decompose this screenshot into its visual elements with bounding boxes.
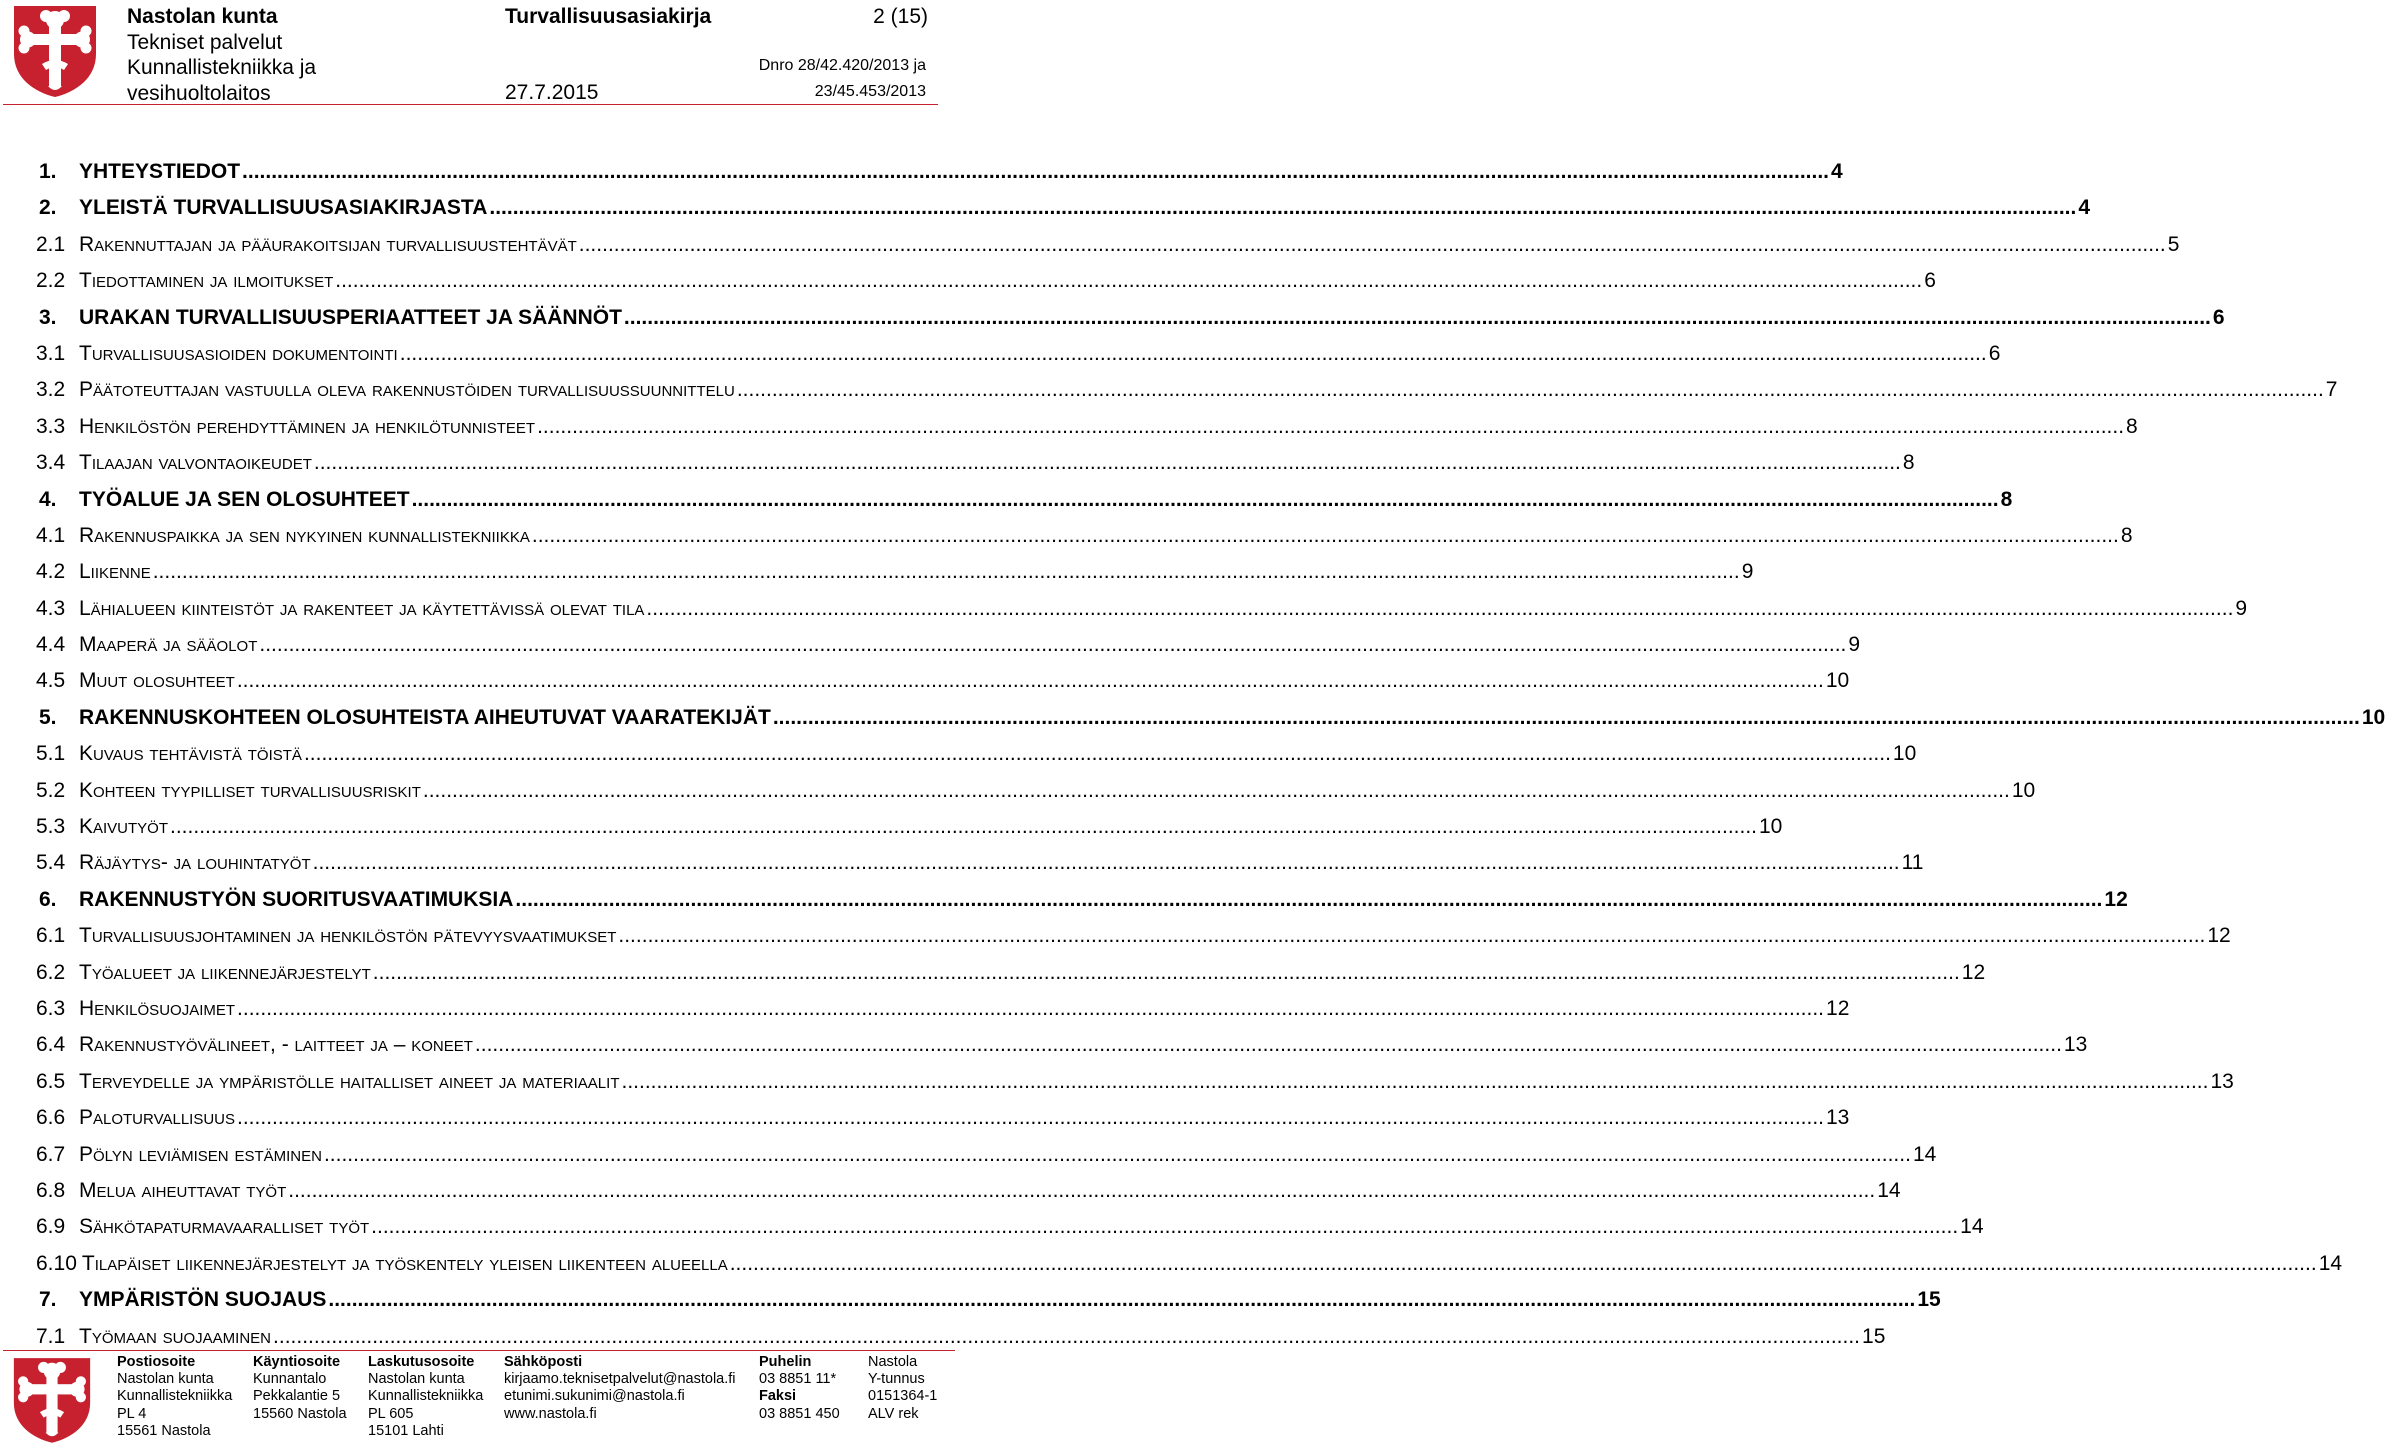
toc-entry[interactable]: [36, 627, 1861, 663]
toc-dot-leader: [324, 1137, 1911, 1173]
toc-dot-leader: [423, 773, 2010, 809]
toc-entry-number: 4.5: [36, 669, 66, 693]
toc-dot-leader: [537, 409, 2124, 445]
toc-entry-title: TYÖALUE JA SEN OLOSUHTEET: [79, 487, 410, 511]
footer-line: PL 4: [117, 1405, 147, 1422]
toc-entry-title: URAKAN TURVALLISUUSPERIAATTEET JA SÄÄNNÖT: [79, 305, 622, 329]
toc-dot-leader: [259, 627, 1846, 663]
toc-entry-number: 6.3: [36, 996, 66, 1020]
toc-entry-number: 6.7: [36, 1142, 66, 1166]
footer-email-link[interactable]: kirjaamo.teknisetpalvelut@nastola.fi: [504, 1371, 736, 1388]
organization-line: vesihuoltolaitos: [127, 81, 271, 105]
toc-entry-page: 8: [1902, 451, 1915, 475]
toc-entry[interactable]: [36, 1064, 2234, 1100]
toc-entry[interactable]: [36, 1100, 1850, 1136]
toc-entry[interactable]: [36, 154, 1843, 190]
footer-heading: Laskutusosoite: [368, 1354, 475, 1370]
toc-entry-number: 2.1: [36, 232, 66, 256]
toc-entry-page: 10: [2361, 705, 2385, 729]
toc-entry[interactable]: [36, 809, 1783, 845]
toc-entry-title: Lähialueen kiinteistöt ja rakenteet ja käytettävissä olevat tila: [79, 596, 645, 620]
footer-line: Nastola: [868, 1354, 918, 1370]
toc-entry-title: RAKENNUSKOHTEEN OLOSUHTEISTA AIHEUTUVAT VAARATEKIJÄT: [79, 705, 771, 729]
toc-entry-title: Rakennustyövälineet, - laitteet ja – koneet: [79, 1033, 473, 1057]
toc-entry-page: 6: [1988, 341, 2001, 365]
toc-entry[interactable]: [36, 518, 2133, 554]
toc-entry-page: 8: [2000, 487, 2013, 511]
footer-heading: Sähköposti: [504, 1354, 583, 1370]
organization-block: [127, 4, 316, 106]
toc-entry-title: Työmaan suojaaminen: [79, 1324, 272, 1348]
footer-line: 03 8851 450: [759, 1405, 840, 1422]
toc-entry[interactable]: [36, 918, 2231, 954]
toc-entry-page: 13: [2063, 1033, 2088, 1057]
toc-entry-title: Tilaajan valvontaoikeudet: [79, 451, 312, 475]
toc-entry-title: Tilapäiset liikennejärjestelyt ja työskentely yleisen liikenteen alueella: [81, 1251, 728, 1275]
toc-entry[interactable]: [36, 1173, 1901, 1209]
toc-entry[interactable]: [36, 591, 2248, 627]
toc-dot-leader: [624, 300, 2211, 336]
toc-dot-leader: [412, 482, 1999, 518]
toc-dot-leader: [737, 372, 2324, 408]
nastola-coat-of-arms-footer-logo: [12, 1356, 92, 1444]
toc-entry-page: 13: [2210, 1069, 2234, 1093]
toc-dot-leader: [237, 991, 1824, 1027]
record-number: [759, 53, 926, 105]
footer-line: PL 605: [368, 1405, 414, 1422]
toc-entry-number: 6.2: [36, 960, 66, 984]
footer-divider: [3, 1350, 955, 1351]
toc-entry-page: 12: [2207, 924, 2231, 948]
toc-entry-number: 5.3: [36, 815, 66, 839]
toc-entry-title: Päätoteuttajan vastuulla oleva rakennustöiden turvallisuussuunnittelu: [79, 378, 735, 402]
footer-line: 03 8851 11*: [759, 1371, 837, 1388]
toc-entry-number: 6.: [39, 887, 57, 911]
toc-entry-number: 3.4: [36, 451, 66, 475]
toc-entry-page: 15: [1862, 1324, 1886, 1348]
toc-entry-page: 6: [1924, 269, 1936, 293]
toc-entry-number: 6.1: [36, 924, 66, 948]
toc-entry[interactable]: [36, 663, 1850, 699]
toc-dot-leader: [314, 445, 1901, 481]
toc-dot-leader: [515, 882, 2102, 918]
page-number: 2 (15): [873, 5, 928, 28]
footer-line: Kunnantalo: [253, 1371, 327, 1388]
toc-entry[interactable]: [36, 773, 2036, 809]
toc-entry-page: 4: [2078, 196, 2091, 220]
organization-line: Kunnallistekniikka ja: [127, 56, 317, 79]
footer-line: Y-tunnus: [868, 1371, 925, 1388]
toc-entry-page: 6: [2212, 305, 2225, 329]
footer-visiting-address: [253, 1354, 347, 1423]
footer-billing-address: [368, 1354, 483, 1440]
footer-line: 15560 Nastola: [253, 1405, 347, 1422]
toc-entry-title: RAKENNUSTYÖN SUORITUSVAATIMUKSIA: [79, 887, 514, 911]
toc-entry-number: 7.1: [36, 1324, 66, 1348]
footer-line: Kunnallistekniikka: [117, 1388, 233, 1405]
toc-entry-title: Rakennuspaikka ja sen nykyinen kunnallistekniikka: [79, 523, 530, 547]
document-title: Turvallisuusasiakirja: [505, 5, 712, 28]
toc-entry-page: 13: [1826, 1106, 1850, 1130]
toc-entry-title: YLEISTÄ TURVALLISUUSASIAKIRJASTA: [79, 196, 488, 220]
toc-entry[interactable]: [36, 482, 2013, 518]
toc-entry-title: Henkilösuojaimet: [79, 996, 236, 1020]
toc-entry-title: Melua aiheuttavat työt: [79, 1178, 287, 1202]
toc-entry-title: Turvallisuusjohtaminen ja henkilöstön pätevyysvaatimukset: [79, 924, 617, 948]
toc-entry-page: 15: [1917, 1288, 1941, 1312]
toc-entry[interactable]: [36, 409, 2138, 445]
toc-entry-number: 3.1: [36, 341, 66, 365]
toc-dot-leader: [373, 955, 1960, 991]
toc-entry-number: 5.1: [36, 742, 66, 766]
footer-heading: Faksi: [759, 1388, 797, 1405]
toc-entry-title: Paloturvallisuus: [79, 1106, 236, 1130]
toc-entry-number: 6.5: [36, 1069, 66, 1093]
toc-entry-number: 7.: [39, 1288, 57, 1312]
footer-heading: Puhelin: [759, 1354, 812, 1370]
footer-phone: [759, 1354, 840, 1423]
toc-entry-title: Työalueet ja liikennejärjestelyt: [79, 960, 371, 984]
record-number-line: 23/45.453/2013: [814, 83, 926, 100]
toc-dot-leader: [153, 554, 1740, 590]
toc-entry[interactable]: [36, 336, 2001, 372]
footer-line: Kunnallistekniikka: [368, 1388, 484, 1405]
toc-entry-number: 6.9: [36, 1215, 66, 1239]
toc-entry[interactable]: [36, 300, 2225, 336]
toc-entry-number: 5.: [39, 705, 57, 729]
toc-entry-page: 5: [2167, 232, 2180, 256]
footer-line: Pekkalantie 5: [253, 1388, 341, 1405]
toc-dot-leader: [618, 918, 2205, 954]
toc-entry-number: 6.6: [36, 1106, 66, 1130]
toc-dot-leader: [242, 154, 1829, 190]
toc-entry-title: Maaperä ja sääolot: [79, 633, 258, 657]
toc-entry[interactable]: [36, 372, 2338, 408]
footer-business-id: [868, 1354, 937, 1423]
toc-entry-number: 4.1: [36, 523, 66, 547]
footer-heading: Postiosoite: [117, 1354, 196, 1370]
toc-entry-number: 1.: [39, 160, 57, 183]
toc-entry-title: Liikenne: [79, 560, 151, 584]
organization-line: Tekniset palvelut: [127, 30, 283, 54]
footer-line: 0151364-1: [868, 1388, 938, 1405]
toc-entry-title: Henkilöstön perehdyttäminen ja henkilötunnisteet: [79, 414, 536, 438]
organization-name: Nastolan kunta: [127, 5, 278, 28]
toc-entry-number: 3.2: [36, 378, 66, 402]
toc-entry-title: YMPÄRISTÖN SUOJAUS: [79, 1288, 327, 1312]
toc-entry-page: 14: [1877, 1178, 1901, 1202]
toc-entry[interactable]: [36, 445, 1915, 481]
record-number-line: Dnro 28/42.420/2013 ja: [758, 57, 926, 74]
toc-dot-leader: [400, 336, 1987, 372]
toc-entry-page: 10: [2011, 778, 2036, 802]
toc-entry-page: 14: [1912, 1142, 1937, 1166]
toc-entry-page: 9: [1741, 560, 1754, 584]
toc-entry[interactable]: [36, 263, 1936, 299]
toc-entry[interactable]: [36, 882, 2128, 918]
toc-entry-page: 10: [1892, 742, 1917, 766]
toc-entry-title: Rakennuttajan ja pääurakoitsijan turvallisuustehtävät: [79, 232, 577, 256]
footer-line: 15561 Nastola: [117, 1422, 211, 1439]
toc-entry-title: Kuvaus tehtävistä töistä: [79, 742, 302, 766]
toc-dot-leader: [237, 663, 1824, 699]
toc-entry-title: Pölyn leviämisen estäminen: [79, 1142, 322, 1166]
footer-line: Nastolan kunta: [117, 1371, 214, 1388]
toc-dot-leader: [170, 809, 1757, 845]
toc-entry-number: 5.2: [36, 778, 66, 802]
toc-dot-leader: [237, 1100, 1824, 1136]
toc-dot-leader: [579, 227, 2166, 263]
toc-entry[interactable]: [36, 991, 1850, 1027]
toc-entry-page: 7: [2325, 378, 2338, 402]
toc-entry[interactable]: [36, 1282, 1941, 1318]
toc-entry[interactable]: [36, 700, 2385, 736]
toc-dot-leader: [730, 1246, 2317, 1282]
toc-dot-leader: [335, 263, 1922, 299]
document-date: 27.7.2015: [505, 81, 599, 104]
toc-entry[interactable]: [36, 1027, 2088, 1063]
table-of-contents: [36, 154, 2385, 1355]
toc-dot-leader: [621, 1064, 2208, 1100]
toc-dot-leader: [475, 1027, 2062, 1063]
footer-email: [504, 1354, 736, 1423]
toc-entry-title: Turvallisuusasioiden dokumentointi: [79, 341, 398, 365]
toc-entry-number: 5.4: [36, 851, 66, 875]
toc-entry-number: 3.: [39, 305, 57, 329]
toc-entry-page: 14: [2318, 1251, 2343, 1275]
toc-entry-page: 14: [1960, 1215, 1984, 1239]
toc-entry[interactable]: [36, 554, 1754, 590]
toc-dot-leader: [532, 518, 2119, 554]
toc-entry-title: Sähkötapaturmavaaralliset työt: [79, 1215, 370, 1239]
toc-dot-leader: [489, 190, 2076, 226]
toc-entry-title: Kaivutyöt: [79, 815, 169, 839]
footer-line: 15101 Lahti: [368, 1422, 444, 1439]
toc-entry-page: 12: [1826, 996, 1850, 1020]
toc-entry[interactable]: [36, 955, 1986, 991]
footer-postal-address: [117, 1354, 232, 1440]
toc-entry-title: Kohteen tyypilliset turvallisuusriskit: [79, 778, 421, 802]
toc-entry-number: 6.10: [36, 1251, 77, 1275]
toc-entry-page: 9: [2235, 596, 2248, 620]
nastola-coat-of-arms-logo: [12, 4, 98, 98]
toc-entry-page: 10: [1759, 815, 1783, 839]
toc-entry-page: 8: [2120, 523, 2133, 547]
toc-entry-number: 6.8: [36, 1178, 66, 1202]
footer-email-link[interactable]: etunimi.sukunimi@nastola.fi: [504, 1388, 685, 1405]
toc-entry-title: Tiedottaminen ja ilmoitukset: [79, 269, 334, 293]
toc-entry-page: 9: [1848, 633, 1861, 657]
header-divider: [3, 104, 938, 105]
footer-website-link[interactable]: www.nastola.fi: [504, 1405, 597, 1422]
toc-entry-page: 12: [1961, 960, 1986, 984]
toc-entry-title: Räjäytys- ja louhintatyöt: [79, 851, 311, 875]
toc-entry-number: 6.4: [36, 1033, 66, 1057]
footer-heading: Käyntiosoite: [253, 1354, 341, 1370]
toc-entry-title: Muut olosuhteet: [79, 669, 235, 693]
toc-dot-leader: [646, 591, 2233, 627]
toc-entry-page: 4: [1831, 160, 1843, 183]
toc-entry-page: 8: [2126, 414, 2138, 438]
toc-entry-title: YHTEYSTIEDOT: [79, 160, 241, 183]
toc-entry-page: 10: [1825, 669, 1850, 693]
toc-entry-number: 4.2: [36, 560, 66, 584]
toc-dot-leader: [313, 845, 1900, 881]
toc-entry[interactable]: [36, 845, 1924, 881]
toc-dot-leader: [288, 1173, 1875, 1209]
toc-entry-number: 4.: [39, 487, 57, 511]
toc-entry[interactable]: [36, 736, 1917, 772]
page-header: [0, 0, 960, 106]
toc-entry-number: 4.3: [36, 596, 66, 620]
toc-entry[interactable]: [36, 227, 2180, 263]
toc-entry-number: 2.: [39, 196, 57, 220]
toc-entry-number: 3.3: [36, 414, 66, 438]
toc-entry[interactable]: [36, 1246, 2343, 1282]
toc-entry-number: 4.4: [36, 633, 66, 657]
toc-dot-leader: [773, 700, 2360, 736]
footer-line: ALV rek: [868, 1405, 919, 1422]
toc-entry-page: 11: [1901, 851, 1924, 875]
footer-line: Nastolan kunta: [368, 1371, 465, 1388]
toc-entry[interactable]: [36, 190, 2091, 226]
toc-entry-title: Terveydelle ja ympäristölle haitalliset aineet ja materiaalit: [79, 1069, 620, 1093]
toc-entry-page: 12: [2104, 887, 2128, 911]
toc-dot-leader: [328, 1282, 1915, 1318]
toc-dot-leader: [371, 1209, 1958, 1245]
toc-entry[interactable]: [36, 1137, 1937, 1173]
toc-entry-number: 2.2: [36, 269, 66, 293]
toc-dot-leader: [304, 736, 1891, 772]
toc-entry[interactable]: [36, 1209, 1984, 1245]
